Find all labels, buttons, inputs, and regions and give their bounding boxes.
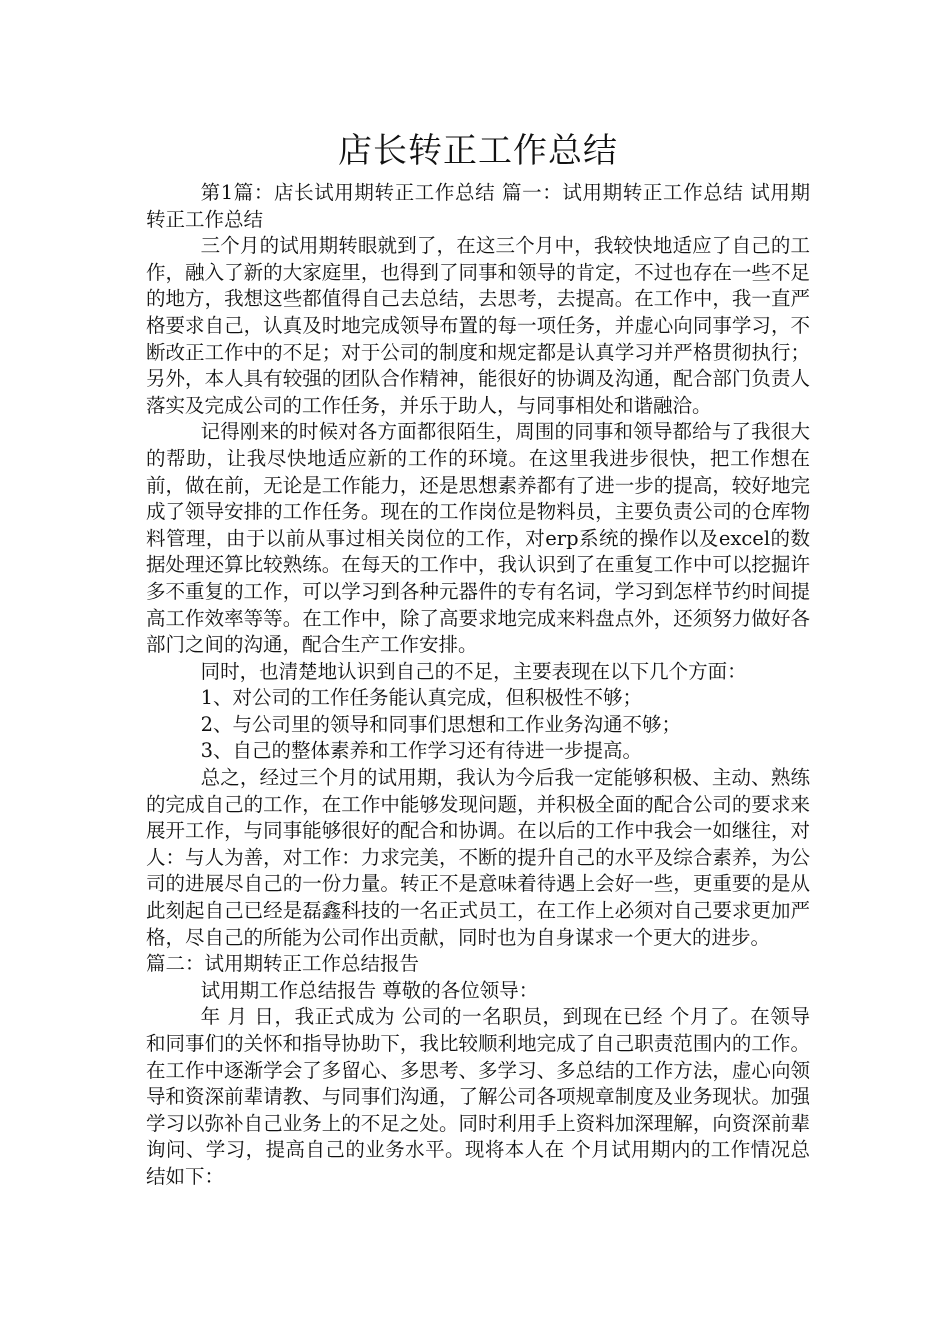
paragraph: 同时，也清楚地认识到自己的不足，主要表现在以下几个方面： (200, 659, 747, 683)
list-item: 3、自己的整体素养和工作学习还有待进一步提高。 (200, 739, 643, 763)
paragraph: 记得刚来的时候对各方面都很陌生，周围的同事和领导都给与了我很大的帮助，让我尽快地适应新的工作的环境。在这里我进步很快，把工作想在前，做在前，无论是工作能力，还是思想素养都有了进一步的提高，较好地完成了领导安排的工作任务。现在的工作岗位是物料员，主要负责公司的仓库物料管理，由于以前从事过相关岗位的工作，对erp系统的操作以及excel的数据处理还算比较熟练。在每天的工作中，我认识到了在重复工作中可以挖掘许多不重复的工作，可以学习到各种元器件的专有名词，学习到怎样节约时间提高工作效率等等。在工作中，除了高要求地完成来料盘点外，还须努力做好各部门之间的沟通，配合生产工作安排。 (146, 420, 810, 657)
paragraph: 总之，经过三个月的试用期，我认为今后我一定能够积极、主动、熟练的完成自己的工作，在工作中能够发现问题，并积极全面的配合公司的要求来展开工作，与同事能够很好的配合和协调。在以后的工作中我会一如继往，对人：与人为善，对工作：力求完美，不断的提升自己的水平及综合素养，为公司的进展尽自己的一份力量。转正不是意味着待遇上会好一些，更重要的是从此刻起自己已经是磊鑫科技的一名正式员工，在工作上必须对自己要求更加严格，尽自己的所能为公司作出贡献，同时也为自身谋求一个更大的进步。 (146, 766, 810, 949)
paragraph: 年 月 日，我正式成为 公司的一名职员，到现在已经 个月了。在领导和同事们的关怀和指导协助下，我比较顺利地完成了自己职责范围内的工作。在工作中逐渐学会了多留心、多思考、多学习、多总结的工作方法，虚心向领导和资深前辈请教、与同事们沟通，了解公司各项规章制度及业务现状。加强学习以弥补自己业务上的不足之处。同时利用手上资料加深理解，向资深前辈询问、学习，提高自己的业务水平。现将本人在 个月试用期内的工作情况总结如下： (146, 1005, 810, 1188)
list-item: 2、与公司里的领导和同事们思想和工作业务沟通不够； (200, 712, 682, 736)
section-heading: 篇二：试用期转正工作总结报告 (146, 952, 420, 976)
document-body (146, 180, 810, 1191)
list-item: 1、对公司的工作任务能认真完成，但积极性不够； (200, 686, 643, 710)
document-page (146, 128, 810, 1191)
paragraph: 三个月的试用期转眼就到了，在这三个月中，我较快地适应了自己的工作，融入了新的大家庭里，也得到了同事和领导的肯定，不过也存在一些不足的地方，我想这些都值得自己去总结，去思考，去提高。在工作中，我一直严格要求自己，认真及时地完成领导布置的每一项任务，并虚心向同事学习，不断改正工作中的不足；对于公司的制度和规定都是认真学习并严格贯彻执行；另外，本人具有较强的团队合作精神，能很好的协调及沟通，配合部门负责人落实及完成公司的工作任务，并乐于助人，与同事相处和谐融洽。 (146, 234, 810, 417)
paragraph: 第1篇：店长试用期转正工作总结 篇一：试用期转正工作总结 试用期转正工作总结 (146, 181, 810, 231)
document-title: 店长转正工作总结 (338, 131, 618, 171)
paragraph: 试用期工作总结报告 尊敬的各位领导： (200, 978, 539, 1002)
